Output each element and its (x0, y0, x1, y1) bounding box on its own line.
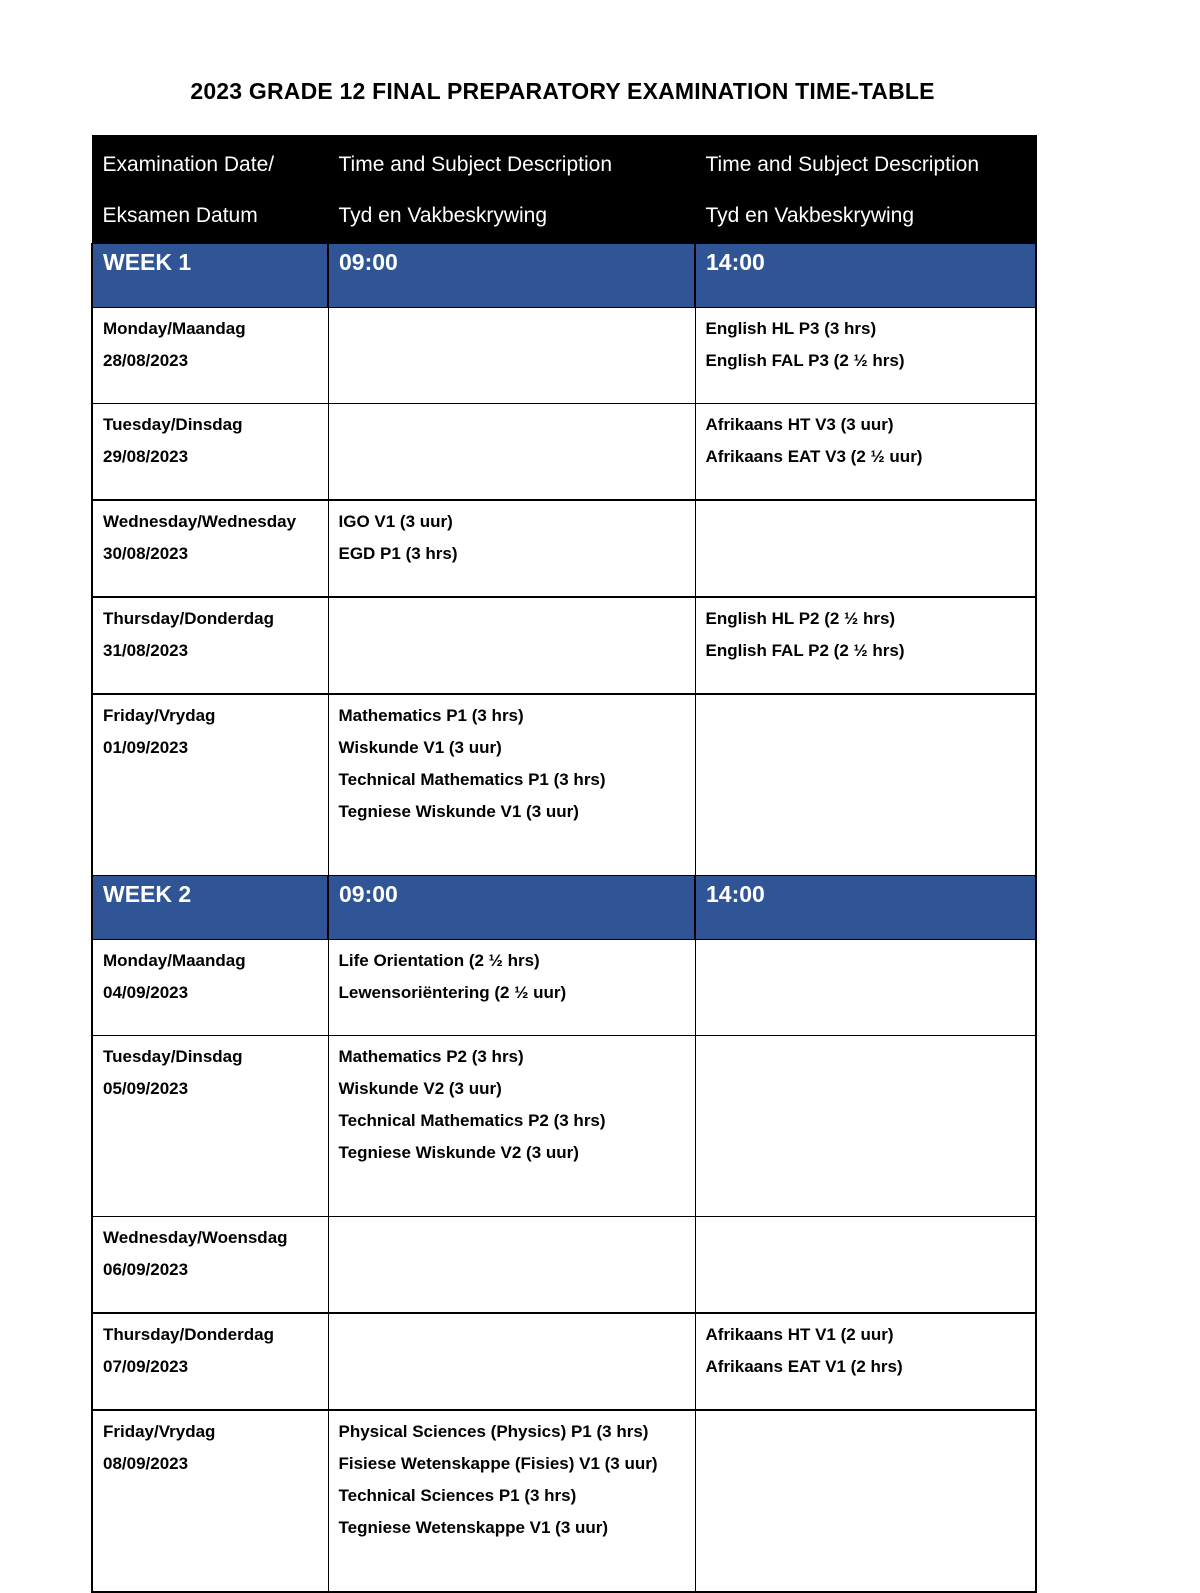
exam-date: 28/08/2023 (103, 351, 189, 370)
table-row (92, 940, 1036, 1036)
subject-entry: Mathematics P2 (3 hrs) (338, 1047, 524, 1066)
week-label: WEEK 2 (92, 876, 328, 940)
header-label: Examination Date/ (102, 153, 275, 176)
day-name: Friday/Vrydag (103, 1422, 216, 1441)
subject-entry: Afrikaans HT V1 (2 uur) (705, 1325, 894, 1344)
afternoon-session-cell (695, 500, 1036, 597)
date-cell (92, 597, 328, 694)
afternoon-session-cell (695, 940, 1036, 1036)
date-cell (92, 308, 328, 404)
subject-entry: Afrikaans EAT V3 (2 ½ uur) (705, 447, 923, 466)
week-pm-time: 14:00 (695, 876, 1036, 940)
date-cell (92, 940, 328, 1036)
table-row (92, 500, 1036, 597)
table-row (92, 694, 1036, 876)
day-name: Friday/Vrydag (103, 706, 216, 725)
subject-entry: Technical Sciences P1 (3 hrs) (338, 1486, 577, 1505)
date-cell (92, 1217, 328, 1314)
subject-entry: Tegniese Wiskunde V1 (3 uur) (338, 802, 579, 821)
afternoon-session-cell (695, 1036, 1036, 1217)
header-am-column (328, 136, 695, 244)
subject-entry: IGO V1 (3 uur) (338, 512, 453, 531)
morning-session-cell (328, 940, 695, 1036)
date-cell (92, 694, 328, 876)
date-cell (92, 1313, 328, 1410)
afternoon-session-cell (695, 308, 1036, 404)
table-row (92, 308, 1036, 404)
table-row (92, 1217, 1036, 1314)
header-label: Tyd en Vakbeskrywing (338, 204, 548, 227)
subject-entry: Wiskunde V2 (3 uur) (338, 1079, 502, 1098)
exam-date: 08/09/2023 (103, 1454, 189, 1473)
table-row (92, 1410, 1036, 1592)
subject-entry: Technical Mathematics P2 (3 hrs) (338, 1111, 606, 1130)
exam-date: 30/08/2023 (103, 544, 189, 563)
morning-session-cell (328, 1036, 695, 1217)
morning-session-cell (328, 694, 695, 876)
date-cell (92, 1410, 328, 1592)
date-cell (92, 1036, 328, 1217)
afternoon-session-cell (695, 1410, 1036, 1592)
subject-entry: Mathematics P1 (3 hrs) (338, 706, 524, 725)
week-header-row (92, 244, 1036, 308)
day-name: Wednesday/Wednesday (103, 512, 297, 531)
exam-timetable (91, 135, 1037, 1593)
page-title: 2023 GRADE 12 FINAL PREPARATORY EXAMINATION TIME-TABLE (190, 78, 935, 104)
morning-session-cell (328, 1313, 695, 1410)
subject-entry: Wiskunde V1 (3 uur) (338, 738, 502, 757)
week-header-row (92, 876, 1036, 940)
exam-date: 07/09/2023 (103, 1357, 189, 1376)
afternoon-session-cell (695, 1313, 1036, 1410)
exam-date: 31/08/2023 (103, 641, 189, 660)
day-name: Thursday/Donderdag (103, 609, 274, 628)
subject-entry: Tegniese Wiskunde V2 (3 uur) (338, 1143, 579, 1162)
afternoon-session-cell (695, 597, 1036, 694)
date-cell (92, 500, 328, 597)
day-name: Thursday/Donderdag (103, 1325, 274, 1344)
morning-session-cell (328, 500, 695, 597)
afternoon-session-cell (695, 404, 1036, 501)
subject-entry: English FAL P2 (2 ½ hrs) (705, 641, 905, 660)
exam-date: 04/09/2023 (103, 983, 189, 1002)
day-name: Tuesday/Dinsdag (103, 1047, 243, 1066)
subject-entry: Life Orientation (2 ½ hrs) (338, 951, 540, 970)
subject-entry: Afrikaans HT V3 (3 uur) (705, 415, 894, 434)
exam-date: 05/09/2023 (103, 1079, 189, 1098)
header-label: Time and Subject Description (705, 153, 980, 176)
day-name: Monday/Maandag (103, 951, 246, 970)
subject-entry: Tegniese Wetenskappe V1 (3 uur) (338, 1518, 609, 1537)
header-date-column (92, 136, 328, 244)
subject-entry: English HL P2 (2 ½ hrs) (705, 609, 896, 628)
header-label: Eksamen Datum (102, 204, 258, 227)
subject-entry: Fisiese Wetenskappe (Fisies) V1 (3 uur) (338, 1454, 658, 1473)
afternoon-session-cell (695, 694, 1036, 876)
week-am-time: 09:00 (328, 876, 695, 940)
morning-session-cell (328, 1410, 695, 1592)
week-label: WEEK 1 (92, 244, 328, 308)
table-row (92, 1313, 1036, 1410)
header-label: Tyd en Vakbeskrywing (705, 204, 915, 227)
week-pm-time: 14:00 (695, 244, 1036, 308)
subject-entry: Afrikaans EAT V1 (2 hrs) (705, 1357, 903, 1376)
day-name: Wednesday/Woensdag (103, 1228, 288, 1247)
exam-date: 06/09/2023 (103, 1260, 189, 1279)
table-header-row (92, 136, 1036, 244)
header-label: Time and Subject Description (338, 153, 613, 176)
table-row (92, 597, 1036, 694)
morning-session-cell (328, 404, 695, 501)
subject-entry: Physical Sciences (Physics) P1 (3 hrs) (338, 1422, 649, 1441)
day-name: Monday/Maandag (103, 319, 246, 338)
day-name: Tuesday/Dinsdag (103, 415, 243, 434)
subject-entry: EGD P1 (3 hrs) (338, 544, 458, 563)
table-row (92, 404, 1036, 501)
subject-entry: Technical Mathematics P1 (3 hrs) (338, 770, 606, 789)
week-am-time: 09:00 (328, 244, 695, 308)
table-row (92, 1036, 1036, 1217)
subject-entry: English FAL P3 (2 ½ hrs) (705, 351, 905, 370)
subject-entry: English HL P3 (3 hrs) (705, 319, 877, 338)
exam-date: 29/08/2023 (103, 447, 189, 466)
morning-session-cell (328, 1217, 695, 1314)
morning-session-cell (328, 308, 695, 404)
date-cell (92, 404, 328, 501)
afternoon-session-cell (695, 1217, 1036, 1314)
exam-date: 01/09/2023 (103, 738, 189, 757)
morning-session-cell (328, 597, 695, 694)
subject-entry: Lewensoriëntering (2 ½ uur) (338, 983, 567, 1002)
header-pm-column (695, 136, 1036, 244)
